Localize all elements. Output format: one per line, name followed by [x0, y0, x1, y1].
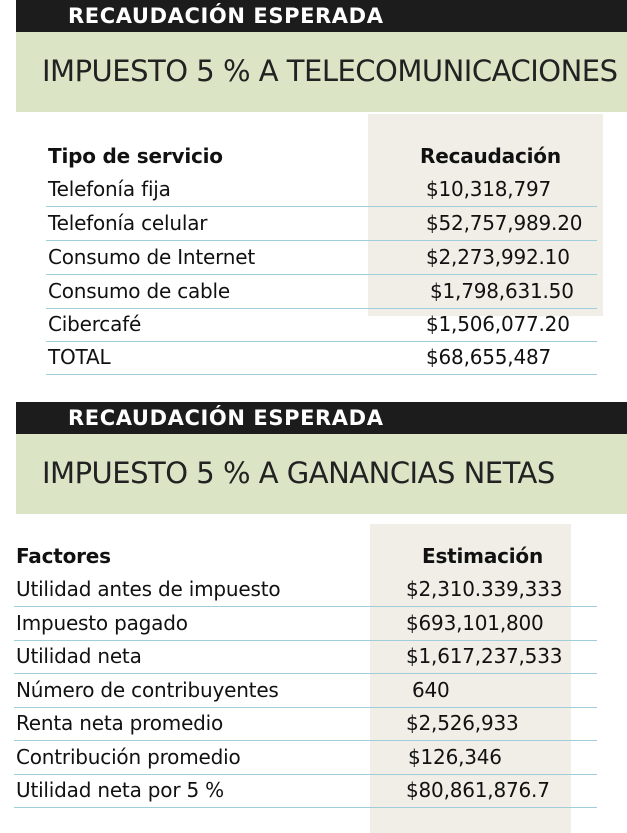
column-header-factors: Factores [16, 544, 111, 568]
row-label: Consumo de cable [48, 279, 231, 303]
row-label: Renta neta promedio [16, 711, 224, 735]
row-value: $1,617,237,533 [406, 644, 563, 668]
table-row [46, 308, 597, 342]
row-label: Utilidad antes de impuesto [16, 577, 281, 601]
table-header-row [46, 140, 597, 173]
column-header-service-type: Tipo de servicio [48, 144, 223, 168]
table-row [14, 674, 597, 708]
row-label: Consumo de Internet [48, 245, 256, 269]
column-header-estimate: Estimación [422, 544, 544, 568]
table-row [14, 573, 597, 607]
row-value: $693,101,800 [406, 611, 544, 635]
section-subtitle-band [16, 434, 627, 514]
table-row-total [46, 341, 597, 375]
table-row [14, 741, 597, 775]
table-row [14, 607, 597, 641]
section-header-bar [16, 0, 627, 32]
row-value: 640 [412, 678, 450, 702]
section-subtitle: IMPUESTO 5 % A GANANCIAS NETAS [42, 456, 555, 490]
table-row [14, 640, 597, 674]
table-row [14, 707, 597, 741]
section-header-title: RECAUDACIÓN ESPERADA [68, 406, 384, 430]
row-value: $10,318,797 [426, 177, 552, 201]
table-row [46, 241, 597, 275]
section-subtitle: IMPUESTO 5 % A TELECOMUNICACIONES [42, 54, 618, 88]
table-row [46, 275, 597, 309]
row-label: Telefonía celular [48, 211, 208, 235]
row-label: Cibercafé [48, 312, 142, 336]
row-value: $52,757,989.20 [426, 211, 583, 235]
table-row [14, 774, 597, 808]
section-header-title: RECAUDACIÓN ESPERADA [68, 4, 384, 28]
row-value: $1,506,077.20 [426, 312, 570, 336]
row-label: Utilidad neta [16, 644, 142, 668]
row-value: $80,861,876.7 [406, 778, 550, 802]
row-value: $1,798,631.50 [430, 279, 574, 303]
row-label: Utilidad neta por 5 % [16, 778, 224, 802]
row-value: $126,346 [408, 745, 502, 769]
row-label: Número de contribuyentes [16, 678, 279, 702]
row-label: TOTAL [48, 345, 111, 369]
section-header-bar [16, 402, 627, 434]
row-label: Contribución promedio [16, 745, 241, 769]
row-value: $2,310.339,333 [406, 577, 563, 601]
row-label: Telefonía fija [48, 177, 171, 201]
telecom-tax-section [0, 0, 627, 380]
row-value: $68,655,487 [426, 345, 552, 369]
row-label: Impuesto pagado [16, 611, 188, 635]
row-value: $2,526,933 [406, 711, 519, 735]
column-header-collection: Recaudación [420, 144, 561, 168]
table-row [46, 207, 597, 241]
table-header-row [14, 540, 597, 573]
net-profit-tax-section [0, 402, 627, 833]
table-row [46, 173, 597, 207]
row-value: $2,273,992.10 [426, 245, 570, 269]
section-subtitle-band [16, 32, 627, 112]
